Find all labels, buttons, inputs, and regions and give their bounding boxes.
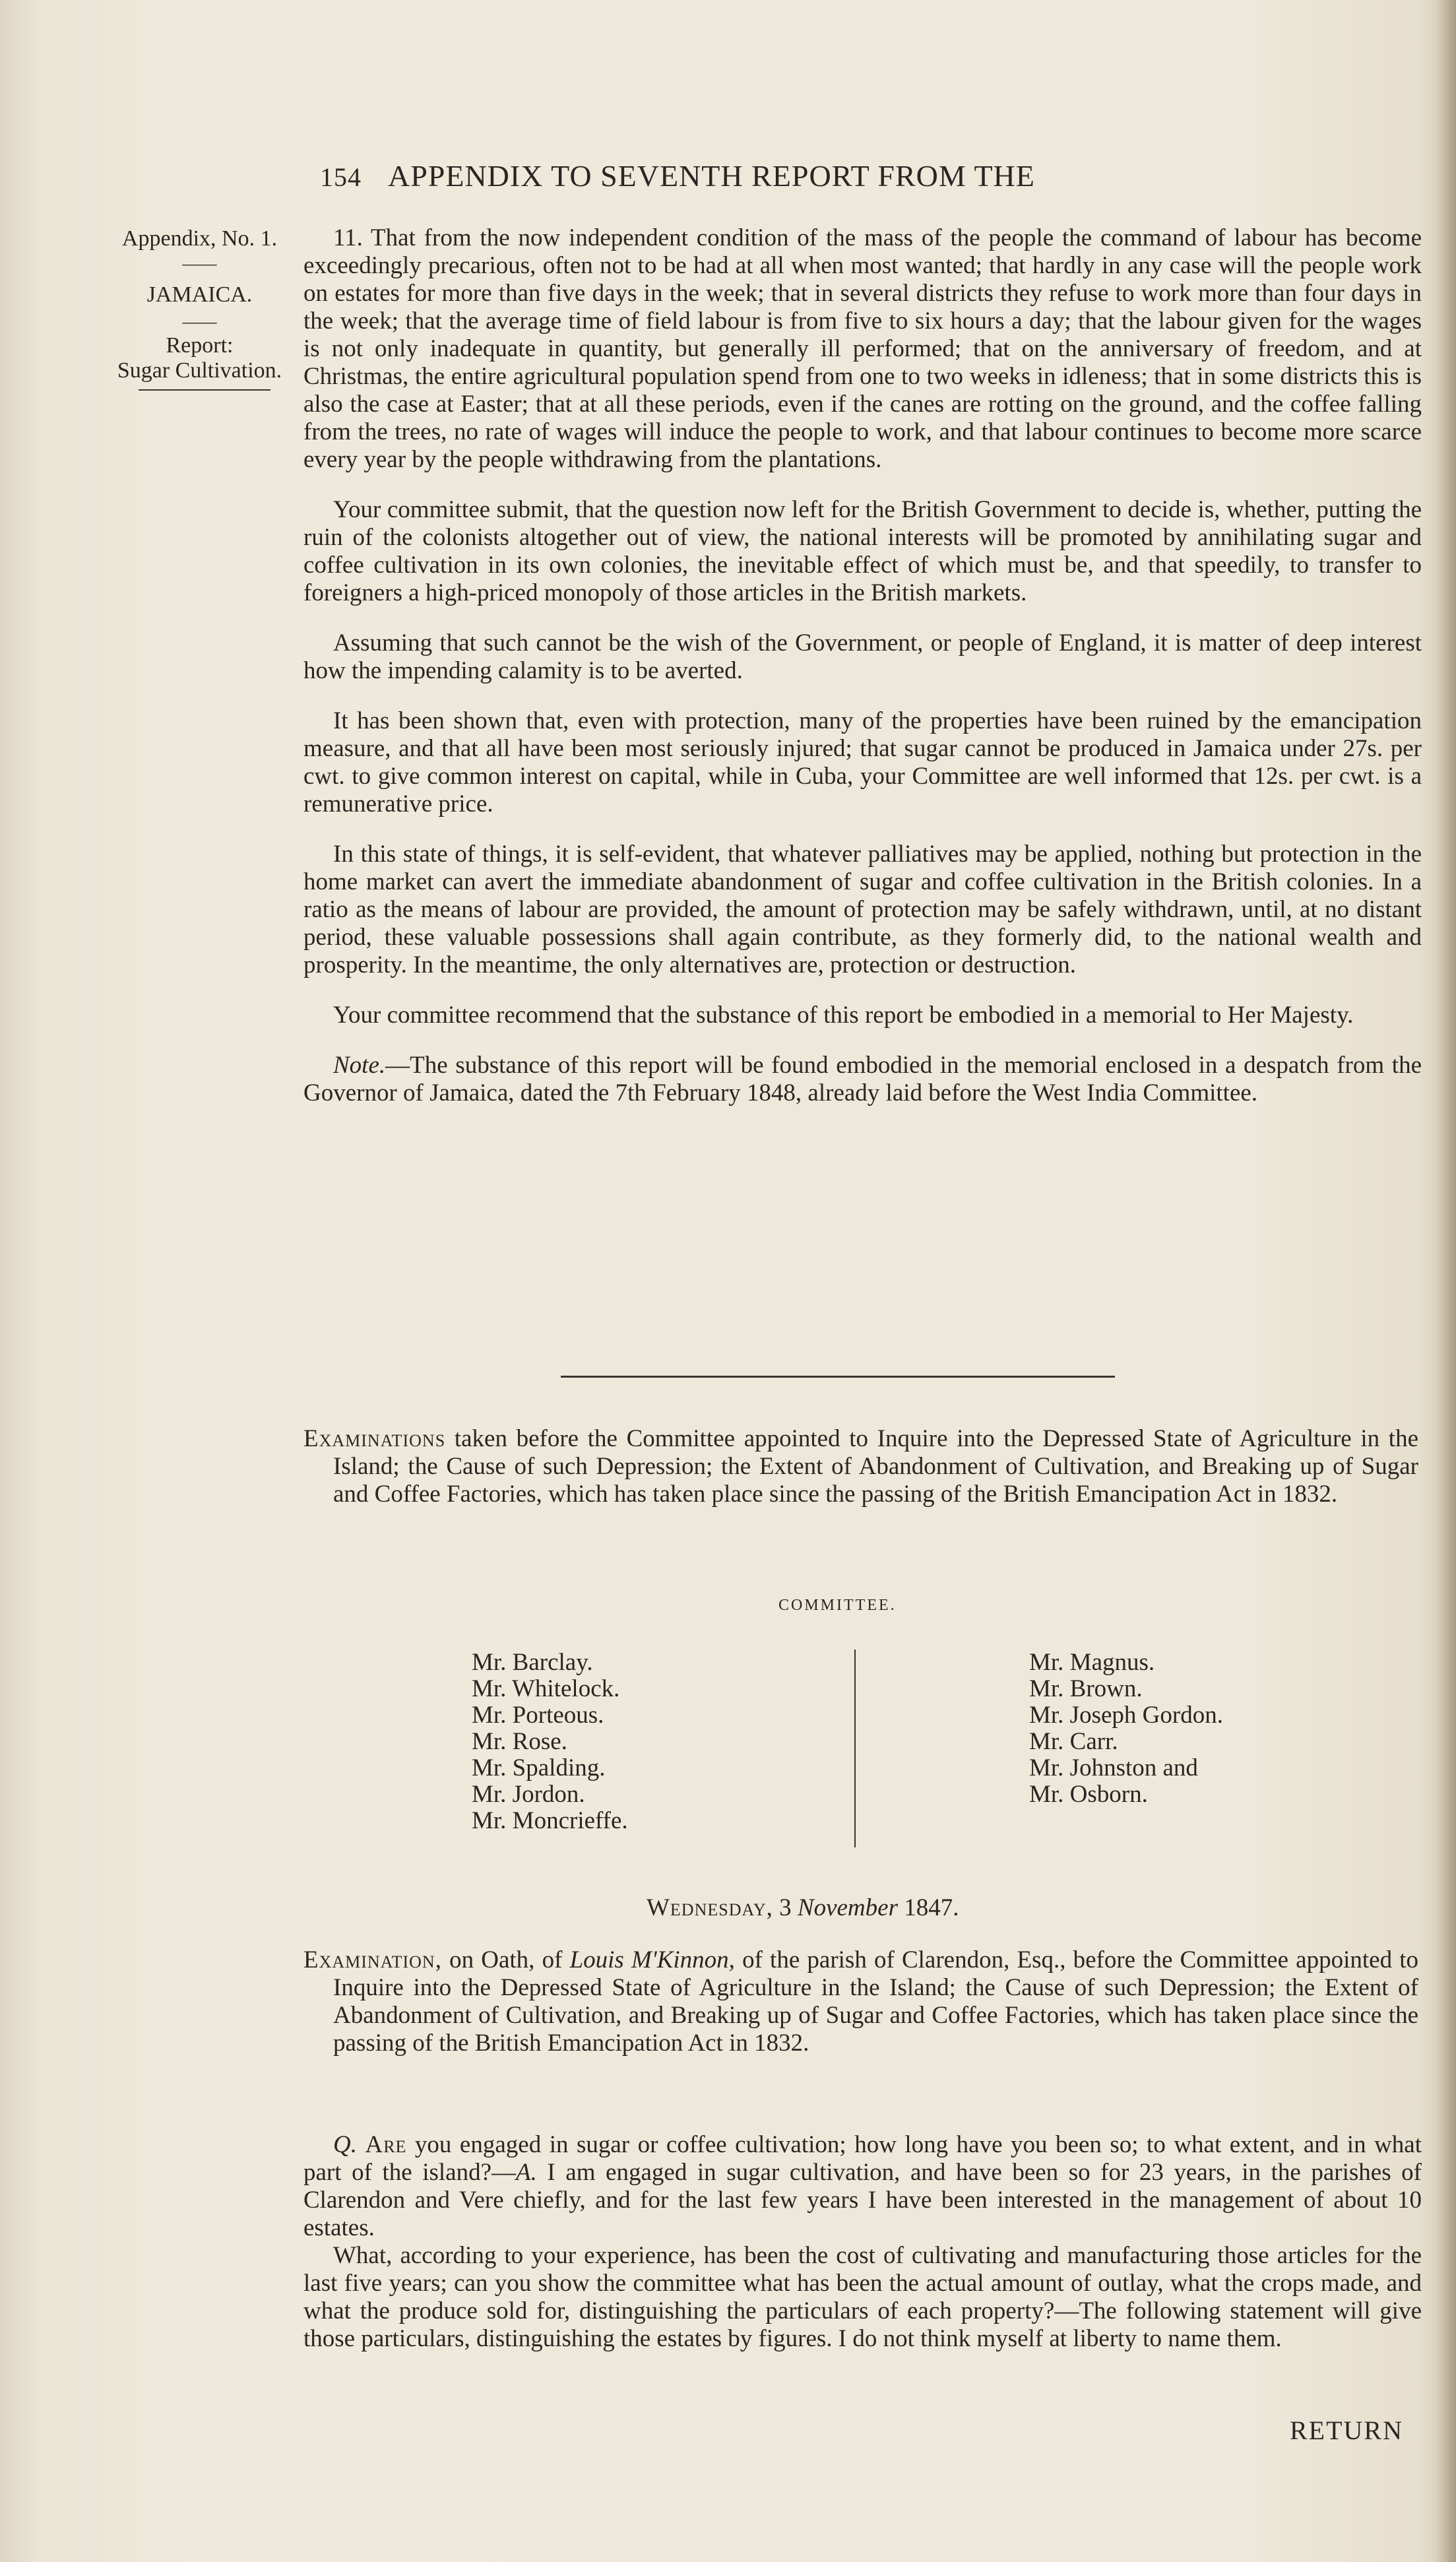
member: Mr. Jordon. xyxy=(472,1781,585,1808)
catchword: RETURN xyxy=(1290,2416,1403,2445)
examinations-heading xyxy=(303,1425,1418,1508)
member: Mr. Porteous. xyxy=(472,1702,604,1729)
examination-date xyxy=(647,1894,959,1922)
q-first: Are xyxy=(365,2131,407,2158)
paragraph-assuming: Assuming that such cannot be the wish of the Government, or people of England, it is matter of deep interest how the impending calamity is to be averted. xyxy=(303,629,1422,684)
witness-name: Louis M'Kinnon, xyxy=(569,1946,735,1973)
qa-2: What, according to your experience, has been the cost of cultivating and manufacturing those articles for the last five years; can you show the committee what has been the actual amount of outlay, what the crops made, and what the produce sold for, distinguishing the particulars of each property?—The following statement will give those particulars, distinguishing the estates by figures. I do not think myself at liberty to name them. xyxy=(303,2242,1422,2352)
q-text: you engaged in sugar or coffee cultivation; how long have you been so; to what extent, and in what part of the island?— xyxy=(303,2131,1422,2186)
note-paragraph xyxy=(303,1052,1422,1107)
examinations-lead: Examinations xyxy=(303,1425,446,1452)
examination-text: of the parish of Clarendon, Esq., before the Committee appointed to Inquire into the Depressed State of Agriculture in the Island; the Cause of such Depression; the Extent of Abandonment of Cultivation, and Breaking up of Sugar and Coffee Factories, which has taken place since the passing of the British Emancipation Act in 1832. xyxy=(333,1946,1419,2057)
running-header xyxy=(320,158,1277,193)
date-num: 3 xyxy=(779,1894,792,1921)
member: Mr. Magnus. xyxy=(1029,1649,1155,1676)
paragraph-recommend: Your committee recommend that the substance of this report be embodied in a memorial to Her Majesty. xyxy=(333,1002,1354,1029)
page-spine-shadow xyxy=(1436,0,1456,2562)
member: Mr. Johnston and xyxy=(1029,1754,1198,1781)
paragraph-state: In this state of things, it is self-evident, that whatever palliatives may be applied, nothing but protection in the home market can avert the immediate abandonment of sugar and coffee cultivation in the British colonies. In a ratio as the means of labour are provided, the amount of protection may be safely withdrawn, until, at no distant period, these valuable possessions shall again contribute, as they formerly did, to the national wealth and prosperity. In the meantime, the only alternatives are, protection or destruction. xyxy=(303,841,1422,978)
note-text: —The substance of this report will be found embodied in the memorial enclosed in a despatch from the Governor of Jamaica, dated the 7th February 1848, already laid before the West India Committee. xyxy=(303,1052,1422,1106)
examination-heading xyxy=(303,1946,1418,2057)
examinations-text: taken before the Committee appointed to Inquire into the Depressed State of Agriculture in the Island; the Cause of such Depression; the Extent of Abandonment of Cultivation, and Breaking up of Sugar and Coffee Factories, which has taken place since the passing of the British Emancipation Act in 1832. xyxy=(333,1425,1418,1508)
examination-pre: on Oath, of xyxy=(441,1946,570,1973)
section-separator xyxy=(561,1376,1115,1378)
note-label: Note. xyxy=(333,1052,386,1079)
member: Mr. Whitelock. xyxy=(472,1675,620,1702)
margin-dash: —— xyxy=(182,254,217,273)
margin-rule xyxy=(139,389,270,391)
member: Mr. Osborn. xyxy=(1029,1781,1148,1808)
report-body xyxy=(303,224,1422,1130)
a-label: A. xyxy=(516,2159,537,2186)
committee-divider xyxy=(854,1649,856,1847)
date-year: 1847. xyxy=(904,1894,959,1921)
committee-right-column xyxy=(1029,1649,1223,1808)
member: Mr. Rose. xyxy=(472,1728,567,1755)
date-month: November xyxy=(797,1894,898,1921)
q-label: Q. xyxy=(333,2131,357,2158)
a-text: I am engaged in sugar cultivation, and have been so for 23 years, in the parishes of Clarendon and Vere chiefly, and for the last few years I have been interested in the management of about 10 estates. xyxy=(303,2159,1422,2241)
header-title: APPENDIX TO SEVENTH REPORT FROM THE xyxy=(387,159,1035,193)
margin-dash-2: —— xyxy=(182,312,217,331)
member: Mr. Carr. xyxy=(1029,1728,1118,1755)
member: Mr. Joseph Gordon. xyxy=(1029,1702,1223,1729)
member: Mr. Barclay. xyxy=(472,1649,593,1676)
committee-title: COMMITTEE. xyxy=(778,1597,897,1614)
margin-colony: JAMAICA. xyxy=(146,282,253,307)
question-answer-block xyxy=(303,2131,1422,2353)
qa-1 xyxy=(303,2131,1422,2242)
committee-left-column xyxy=(472,1649,628,1834)
margin-report-label: Report: xyxy=(166,333,234,358)
margin-report-subject: Sugar Cultivation. xyxy=(117,358,282,383)
paragraph-11: 11. That from the now independent condition of the mass of the people the command of labour has become exceedingly precarious, often not to be had at all when most wanted; that hardly in any case will the people work on estates for more than five days in the week; that in several districts they refuse to work more than four days in the week; that the average time of field labour is from five to six hours a day; that the labour given for the wages is not only inadequate in quantity, but generally ill performed; that on the anniversary of freedom, and at Christmas, the entire agricultural population spend from one to two weeks in idleness; that in some districts this is also the case at Easter; that at all these periods, even if the canes are rotting on the ground, and the coffee falling from the trees, no rate of wages will induce the people to work, and that labour continues to become more scarce every year by the people withdrawing from the plantations. xyxy=(303,224,1422,473)
paragraph-shown: It has been shown that, even with protection, many of the properties have been ruined by the emancipation measure, and that all have been most seriously injured; that sugar cannot be produced in Jamaica under 27s. per cwt. to give common interest on capital, while in Cuba, your Committee are well informed that 12s. per cwt. is a remunerative price. xyxy=(303,707,1422,817)
page-number: 154 xyxy=(320,162,362,192)
member: Mr. Spalding. xyxy=(472,1754,606,1781)
examination-lead: Examination, xyxy=(303,1946,442,1973)
date-day: Wednesday, xyxy=(647,1894,773,1921)
margin-appendix: Appendix, No. 1. xyxy=(121,226,278,251)
member: Mr. Moncrieffe. xyxy=(472,1807,628,1834)
paragraph-question: Your committee submit, that the question now left for the British Government to decide is, whether, putting the ruin of the colonists altogether out of view, the national interests will be promoted by annihilating sugar and coffee cultivation in its own colonies, the inevitable effect of which must be, and that speedily, to transfer to foreigners a high-priced monopoly of those articles in the British markets. xyxy=(303,496,1422,606)
member: Mr. Brown. xyxy=(1029,1675,1143,1702)
